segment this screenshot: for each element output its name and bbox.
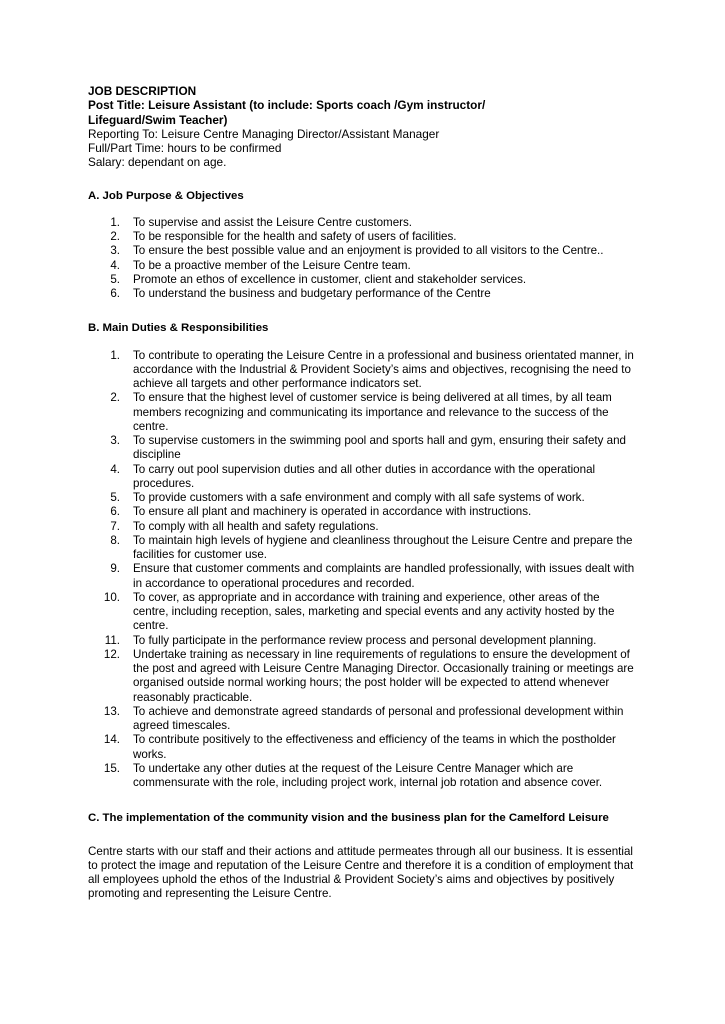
list-item-number: 2.	[110, 230, 120, 244]
list-item-text: Undertake training as necessary in line requirements of regulations to ensure the development of the post and agreed with Leisure Centre Managing Director. Occasionally training or meetings are organised outside normal working hours; the post holder will be expected to attend whenever reasonably practicable.	[133, 647, 634, 704]
list-item-number: 5.	[110, 491, 120, 505]
post-title-line-1: Post Title: Leisure Assistant (to include: Sports coach /Gym instructor/	[88, 98, 486, 113]
list-item-number: 15.	[103, 761, 120, 775]
list-item-text: To ensure that the highest level of customer service is being delivered at all times, by all team members recognizing and communicating its importance and relevance to the success of the centre.	[133, 391, 612, 433]
list-item-text: To understand the business and budgetary performance of the Centre	[133, 287, 491, 301]
list-item-text: To cover, as appropriate and in accordance with training and experience, other areas of the centre, including reception, sales, marketing and special events and any activity hosted by the centre.	[133, 590, 615, 633]
list-item	[88, 244, 636, 258]
list-item	[88, 463, 636, 492]
list-item	[88, 705, 636, 734]
section-c-heading-line-2: Leisure	[568, 812, 609, 825]
list-item-text: To contribute to operating the Leisure Centre in a professional and business orientated manner, in accordance with the Industrial & Provident Society’s aims and objectives, recognising the need to achieve all targets and other performance indicators set.	[133, 348, 634, 391]
list-item-text: To comply with all health and safety regulations.	[133, 519, 379, 533]
section-a-heading: A. Job Purpose & Objectives	[88, 189, 244, 202]
list-item	[88, 216, 636, 230]
list-item	[88, 505, 636, 519]
list-item-number: 3.	[110, 244, 120, 258]
list-item	[88, 230, 636, 244]
list-item-number: 1.	[110, 348, 120, 362]
list-item-number: 7.	[110, 519, 120, 533]
list-item	[88, 259, 636, 273]
list-item-number: 4.	[110, 258, 120, 272]
salary-line: Salary: dependant on age.	[88, 155, 227, 170]
list-item-number: 9.	[110, 562, 120, 576]
list-item-number: 8.	[110, 533, 120, 547]
document-header	[88, 84, 636, 170]
list-item	[88, 287, 636, 301]
document-content	[88, 84, 636, 902]
list-item-text: To be a proactive member of the Leisure Centre team.	[133, 258, 411, 272]
list-item	[88, 520, 636, 534]
section-c-paragraph: Centre starts with our staff and their actions and attitude permeates through all our business. It is essential to protect the image and reputation of the Leisure Centre and therefore it is a condition of employment that all employees uphold the ethos of the Industrial & Provident Society’s aims and objectives by positively promoting and representing the Leisure Centre.	[88, 844, 634, 901]
list-item	[88, 434, 636, 463]
list-item-number: 2.	[110, 391, 120, 405]
list-item-number: 3.	[110, 434, 120, 448]
list-item-number: 12.	[103, 647, 120, 661]
list-item	[88, 591, 636, 634]
list-item-text: To supervise customers in the swimming pool and sports hall and gym, ensuring their safety and discipline	[133, 434, 626, 462]
list-item-number: 1.	[110, 215, 120, 229]
section-a-list	[88, 216, 636, 302]
list-item	[88, 733, 636, 762]
list-item-number: 13.	[103, 704, 120, 718]
list-item-text: To ensure all plant and machinery is operated in accordance with instructions.	[133, 505, 532, 519]
list-item-text: Ensure that customer comments and complaints are handled professionally, with issues dealt with in accordance to operational procedures and recorded.	[133, 562, 635, 590]
list-item-text: To supervise and assist the Leisure Centre customers.	[133, 215, 413, 229]
list-item-text: To fully participate in the performance review process and personal development planning.	[133, 633, 597, 647]
section-c-heading-line-1: C. The implementation of the community vision and the business plan for the Camelford	[88, 812, 566, 825]
list-item	[88, 391, 636, 434]
list-item-number: 4.	[110, 462, 120, 476]
list-item	[88, 634, 636, 648]
page-title: JOB DESCRIPTION	[88, 84, 197, 98]
list-item	[88, 762, 636, 791]
list-item-text: To maintain high levels of hygiene and cleanliness throughout the Leisure Centre and prepare the facilities for customer use.	[133, 533, 633, 562]
list-item-text: To contribute positively to the effectiveness and efficiency of the teams in which the postholder works.	[133, 733, 616, 761]
list-item-text: To undertake any other duties at the request of the Leisure Centre Manager which are commensurate with the role, including project work, internal job rotation and absence cover.	[133, 761, 603, 790]
list-item-text: To provide customers with a safe environment and comply with all safe systems of work.	[133, 491, 585, 505]
list-item-number: 11.	[104, 633, 120, 647]
hours-line: Full/Part Time: hours to be confirmed	[88, 141, 282, 156]
list-item	[88, 491, 636, 505]
section-b-list	[88, 349, 636, 791]
list-item-text: To carry out pool supervision duties and all other duties in accordance with the operational procedures.	[133, 462, 596, 490]
list-item-text: Promote an ethos of excellence in customer, client and stakeholder services.	[133, 272, 527, 286]
list-item-number: 5.	[110, 272, 120, 286]
reporting-to-line: Reporting To: Leisure Centre Managing Director/Assistant Manager	[88, 126, 440, 141]
list-item-text: To ensure the best possible value and an enjoyment is provided to all visitors to the Centre..	[133, 244, 604, 258]
list-item-number: 14.	[103, 733, 120, 747]
list-item-number: 6.	[110, 505, 120, 519]
list-item	[88, 349, 636, 392]
list-item	[88, 562, 636, 591]
list-item-number: 6.	[110, 287, 120, 301]
post-title-line-2: Lifeguard/Swim Teacher)	[88, 112, 228, 127]
list-item-text: To achieve and demonstrate agreed standards of personal and professional development within agreed timescales.	[133, 704, 624, 733]
list-item-number: 10.	[103, 590, 120, 604]
list-item	[88, 273, 636, 287]
list-item-text: To be responsible for the health and safety of users of facilities.	[133, 230, 457, 244]
list-item	[88, 648, 636, 705]
section-b-heading: B. Main Duties & Responsibilities	[88, 322, 269, 335]
list-item	[88, 534, 636, 563]
section-c-heading	[88, 811, 636, 825]
